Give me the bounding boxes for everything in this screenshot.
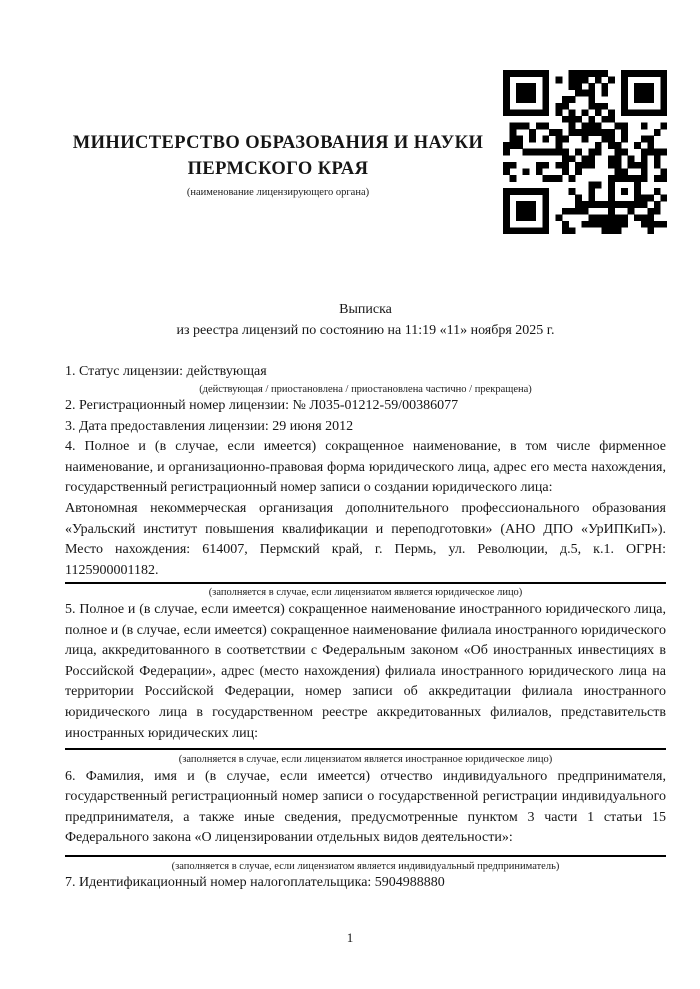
item-7-taxpayer-number: 7. Идентификационный номер налогоплательщика: 5904988880 xyxy=(65,875,445,891)
item-1-caption: (действующая / приостановлена / приостановлена частично / прекращена) xyxy=(199,383,532,395)
item-4-caption: (заполняется в случае, если лицензиатом является юридическое лицо) xyxy=(208,587,523,599)
ministry-caption: (наименование лицензирующего органа) xyxy=(186,187,370,198)
item-6-entrepreneur-label: 6. Фамилия, имя и (в случае, если имеется) отчество индивидуального предпринимателя, государственный регистрационный номер записи о государственной регистрации индивидуального предпринимателя, а также иные сведения, предусмотренные пунктом 3 части 1 статьи 15 Федерального закона «О лицензировании отдельных видов деятельности»: xyxy=(65,768,666,846)
item-6-fill-line xyxy=(65,855,666,857)
item-2-registration-number: 2. Регистрационный номер лицензии: № Л035-01212-59/00386077 xyxy=(65,398,459,414)
ministry-header xyxy=(58,130,498,200)
document-body xyxy=(65,362,666,894)
item-5-fill-line xyxy=(65,748,666,750)
ministry-name-line2: ПЕРМСКОГО КРАЯ xyxy=(187,159,369,179)
extract-title xyxy=(65,300,666,341)
item-5-foreign-entity-label: 5. Полное и (в случае, если имеется) сокращенное наименование иностранного юридического лица, полное и (в случае, если имеется) сокращенное наименование филиала иностранного юридического лица, аккредитованного в соответствии с Федеральным законом «Об иностранных инвестициях в Российской Федерации», адрес (место нахождения) филиала иностранного юридического лица на территории Российской Федерации, номер записи об аккредитации филиала иностранного юридического лица в государственном реестре аккредитованных филиалов, представительств иностранных юридических лиц: xyxy=(65,601,666,741)
qr-code xyxy=(503,70,667,234)
item-3-grant-date: 3. Дата предоставления лицензии: 29 июня 2012 xyxy=(65,418,354,434)
extract-title-line1: Выписка xyxy=(339,302,392,317)
item-5-caption: (заполняется в случае, если лицензиатом является иностранное юридическое лицо) xyxy=(178,754,553,766)
item-1-license-status: 1. Статус лицензии: действующая xyxy=(65,364,267,379)
ministry-name-line1: МИНИСТЕРСТВО ОБРАЗОВАНИЯ И НАУКИ xyxy=(72,133,484,153)
item-4-fill-line xyxy=(65,582,666,584)
item-4-legal-entity-value: Автономная некоммерческая организация дополнительного профессионального образования «Уральский институт повышения квалификации и переподготовки» (АНО ДПО «УрИПКиП»). Место нахождения: 614007, Пермский край, г. Пермь, ул. Революции, д.5, к.1. ОГРН: 1125900001182. xyxy=(65,501,666,578)
page-number: 1 xyxy=(346,930,354,945)
item-4-legal-entity-label: 4. Полное и (в случае, если имеется) сокращенное наименование, в том числе фирменное наименование, и организационно-правовая форма юридического лица, адрес его места нахождения, государственный регистрационный номер записи о создании юридического лица: xyxy=(65,439,666,496)
item-6-caption: (заполняется в случае, если лицензиатом является индивидуальный предприниматель) xyxy=(171,860,560,872)
extract-title-line2: из реестра лицензий по состоянию на 11:19 «11» ноября 2025 г. xyxy=(176,322,555,338)
